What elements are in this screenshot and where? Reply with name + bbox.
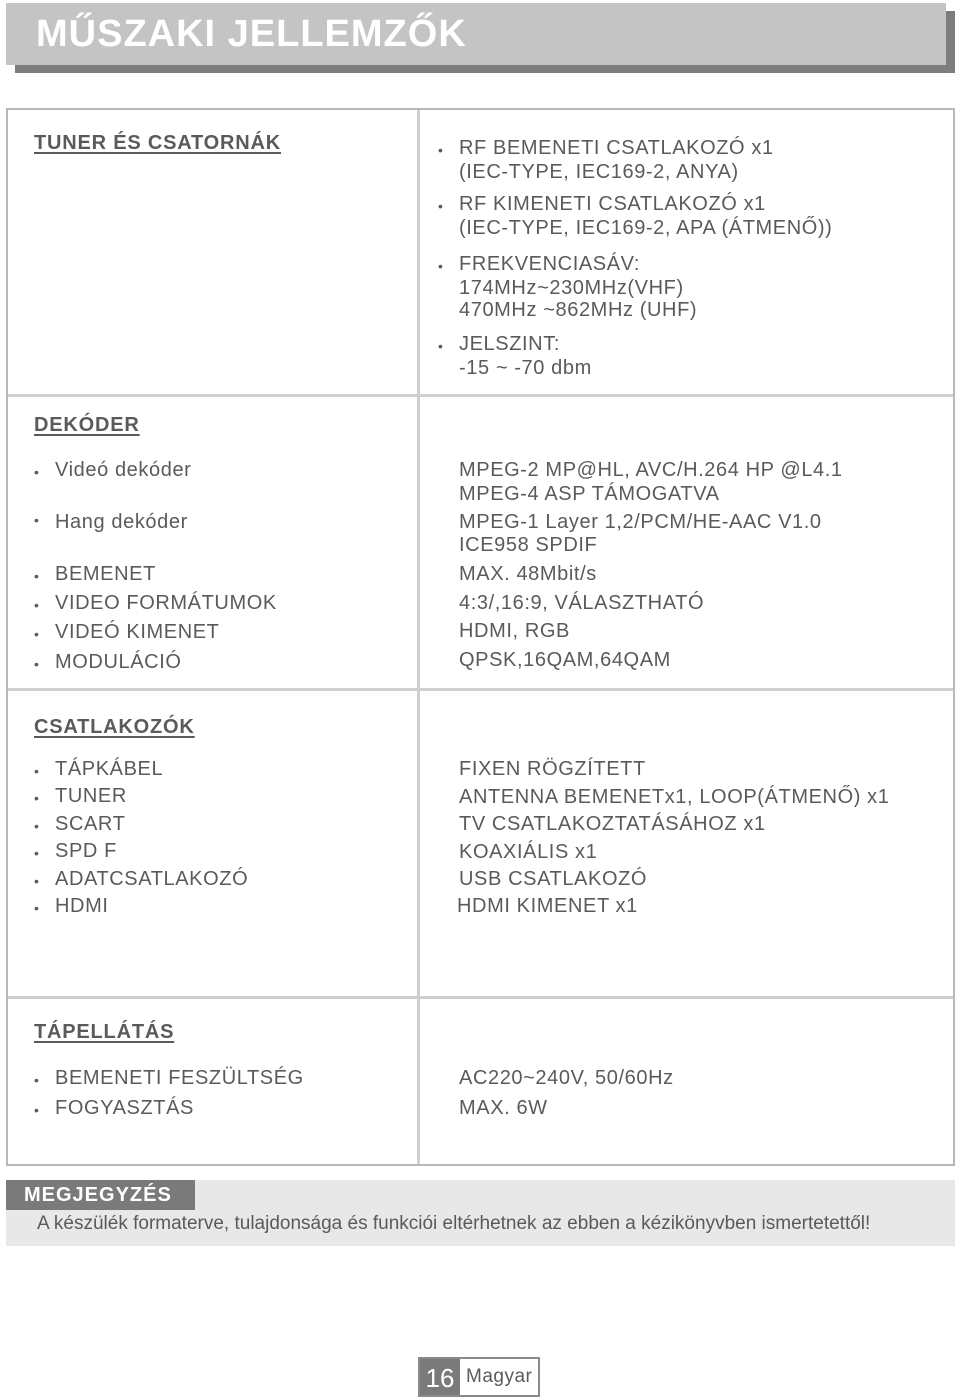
page-title: MŰSZAKI JELLEMZŐK (36, 13, 467, 55)
row-divider (8, 996, 953, 999)
page-language: Magyar (466, 1366, 533, 1387)
row-divider (8, 394, 953, 397)
connector-value: HDMI KIMENET x1 (457, 895, 638, 917)
tuner-item-line: -15 ~ -70 dbm (459, 357, 592, 379)
tuner-item-line: (IEC-TYPE, IEC169-2, ANYA) (459, 161, 739, 183)
decoder-label: Hang dekóder (55, 511, 188, 533)
bullet-icon: • (34, 763, 39, 779)
spec-table (6, 108, 955, 1166)
bullet-icon: • (438, 198, 443, 214)
bullet-icon: • (438, 142, 443, 158)
connector-value: KOAXIÁLIS x1 (459, 841, 598, 863)
section-heading-tuner: TUNER ÉS CSATORNÁK (34, 132, 282, 154)
tuner-item-line: FREKVENCIASÁV: (459, 253, 641, 275)
section-heading-decoder: DEKÓDER (34, 414, 140, 436)
bullet-icon: • (438, 258, 443, 274)
note-label: MEGJEGYZÉS (6, 1180, 195, 1210)
title-bar (6, 3, 946, 65)
connector-label: HDMI (55, 895, 109, 917)
tuner-item-line: RF KIMENETI CSATLAKOZÓ x1 (459, 193, 766, 215)
connector-label: SPD F (55, 840, 117, 862)
decoder-label: Videó dekóder (55, 459, 192, 481)
column-divider (417, 110, 420, 1164)
bullet-icon: • (34, 464, 39, 480)
bullet-icon: • (34, 597, 39, 613)
connector-label: TÁPKÁBEL (55, 758, 164, 780)
connector-label: SCART (55, 813, 126, 835)
decoder-label: BEMENET (55, 563, 156, 585)
note-text: A készülék formaterve, tulajdonsága és funkciói eltérhetnek az ebben a kézikönyvben ismertetettől! (37, 1213, 871, 1234)
connector-value: FIXEN RÖGZÍTETT (459, 758, 646, 780)
tuner-item-line: 174MHz~230MHz(VHF) (459, 277, 684, 299)
power-label: BEMENETI FESZÜLTSÉG (55, 1067, 304, 1089)
decoder-value: HDMI, RGB (459, 620, 570, 642)
bullet-icon: • (34, 656, 39, 672)
tuner-item-line: 470MHz ~862MHz (UHF) (459, 299, 698, 321)
decoder-value: MPEG-1 Layer 1,2/PCM/HE-AAC V1.0 (459, 511, 822, 533)
decoder-value: QPSK,16QAM,64QAM (459, 649, 671, 671)
bullet-icon: • (34, 512, 39, 528)
decoder-value: 4:3/,16:9, VÁLASZTHATÓ (459, 592, 705, 614)
decoder-label: VIDEÓ KIMENET (55, 621, 220, 643)
page-number: 16 (420, 1359, 460, 1395)
decoder-value: MAX. 48Mbit/s (459, 563, 597, 585)
row-divider (8, 688, 953, 691)
connector-value: ANTENNA BEMENETx1, LOOP(ÁTMENŐ) x1 (459, 786, 890, 808)
bullet-icon: • (34, 790, 39, 806)
tuner-item-line: (IEC-TYPE, IEC169-2, APA (ÁTMENŐ)) (459, 217, 833, 239)
connector-value: TV CSATLAKOZTATÁSÁHOZ x1 (459, 813, 766, 835)
section-heading-power: TÁPELLÁTÁS (34, 1021, 175, 1043)
bullet-icon: • (34, 568, 39, 584)
bullet-icon: • (34, 873, 39, 889)
decoder-value: ICE958 SPDIF (459, 534, 598, 556)
tuner-item-line: RF BEMENETI CSATLAKOZÓ x1 (459, 137, 774, 159)
decoder-label: VIDEO FORMÁTUMOK (55, 592, 277, 614)
tuner-item-line: JELSZINT: (459, 333, 560, 355)
power-label: FOGYASZTÁS (55, 1097, 194, 1119)
decoder-value: MPEG-2 MP@HL, AVC/H.264 HP @L4.1 (459, 459, 843, 481)
bullet-icon: • (34, 900, 39, 916)
bullet-icon: • (34, 1072, 39, 1088)
connector-label: TUNER (55, 785, 127, 807)
power-value: MAX. 6W (459, 1097, 548, 1119)
page-indicator (418, 1357, 540, 1397)
connector-value: USB CSATLAKOZÓ (459, 868, 648, 890)
bullet-icon: • (438, 338, 443, 354)
connector-label: ADATCSATLAKOZÓ (55, 868, 249, 890)
power-value: AC220~240V, 50/60Hz (459, 1067, 674, 1089)
bullet-icon: • (34, 845, 39, 861)
bullet-icon: • (34, 626, 39, 642)
section-heading-connectors: CSATLAKOZÓK (34, 716, 195, 738)
bullet-icon: • (34, 818, 39, 834)
bullet-icon: • (34, 1102, 39, 1118)
decoder-value: MPEG-4 ASP TÁMOGATVA (459, 483, 720, 505)
decoder-label: MODULÁCIÓ (55, 651, 182, 673)
